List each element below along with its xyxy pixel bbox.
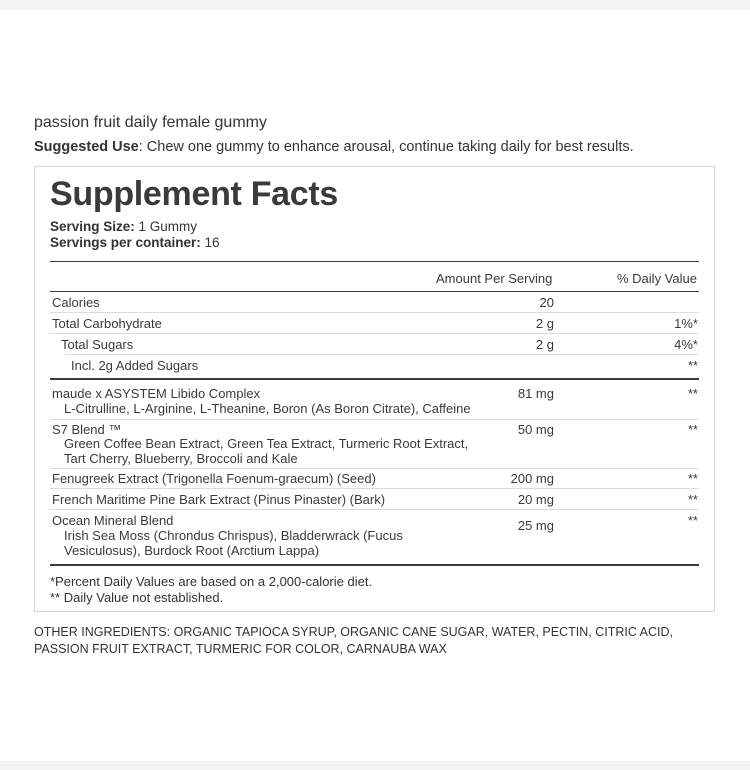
servings-per-container — [50, 235, 220, 251]
supplement-facts-title: Supplement Facts — [50, 175, 339, 213]
divider-top — [50, 261, 699, 262]
bottom-band — [0, 761, 750, 770]
pine-bark-label: French Maritime Pine Bark Extract (Pinus Pinaster) (Bark) — [52, 492, 386, 507]
header-daily-value: % Daily Value — [617, 271, 697, 286]
suggested-use-label: Suggested Use — [34, 139, 139, 155]
blend-libido-dv: ** — [687, 386, 698, 401]
blend-s7-label: S7 Blend ™ — [52, 422, 122, 437]
blend-s7-ingredients-1: Green Coffee Bean Extract, Green Tea Extract, Turmeric Root Extract, — [64, 436, 469, 451]
serving-size-label: Serving Size: — [50, 219, 135, 234]
blend-libido-ingredients: L-Citrulline, L-Arginine, L-Theanine, Boron (As Boron Citrate), Caffeine — [64, 401, 471, 416]
divider-header — [50, 291, 699, 292]
fenugreek-label: Fenugreek Extract (Trigonella Foenum-graecum) (Seed) — [52, 471, 376, 486]
serving-info — [50, 219, 220, 251]
ocean-mineral-label: Ocean Mineral Blend — [52, 513, 174, 528]
blend-s7-amount: 50 mg — [517, 422, 554, 437]
divider — [50, 488, 699, 489]
top-band — [0, 0, 750, 10]
servings-label: Servings per container: — [50, 235, 201, 250]
footnote-not-established: ** Daily Value not established. — [50, 590, 224, 605]
row-calories-amount: 20 — [539, 295, 554, 310]
divider — [50, 333, 699, 334]
divider-thick — [50, 378, 699, 380]
serving-size-value: 1 Gummy — [134, 219, 198, 234]
row-added-sugars-label: Incl. 2g Added Sugars — [71, 358, 199, 373]
fenugreek-amount: 200 mg — [510, 471, 554, 486]
ocean-mineral-ingredients-2: Vesiculosus), Burdock Root (Arctium Lappa) — [64, 543, 320, 558]
row-carb-dv: 1%* — [674, 316, 698, 331]
pine-bark-amount: 20 mg — [517, 492, 554, 507]
product-title: passion fruit daily female gummy — [34, 114, 267, 131]
row-added-sugars-dv: ** — [687, 358, 698, 373]
row-carb-label: Total Carbohydrate — [52, 316, 162, 331]
divider — [65, 354, 699, 355]
divider-thick-bottom — [50, 564, 699, 566]
header-amount: Amount Per Serving — [436, 271, 553, 286]
fenugreek-dv: ** — [687, 471, 698, 486]
ocean-mineral-amount: 25 mg — [517, 518, 554, 533]
supplement-facts-panel — [34, 166, 715, 612]
row-sugars-amount: 2 g — [535, 337, 554, 352]
other-ingredients — [34, 624, 724, 658]
blend-libido-label: maude x ASYSTEM Libido Complex — [52, 386, 261, 401]
footnote-daily-values: *Percent Daily Values are based on a 2,000-calorie diet. — [50, 574, 373, 589]
blend-s7-dv: ** — [687, 422, 698, 437]
servings-value: 16 — [200, 235, 220, 250]
divider — [50, 419, 699, 420]
ocean-mineral-ingredients-1: Irish Sea Moss (Chrondus Chrispus), Bladderwrack (Fucus — [64, 528, 403, 543]
suggested-use-text: : Chew one gummy to enhance arousal, continue taking daily for best results. — [138, 139, 634, 155]
other-ingredients-line-1: OTHER INGREDIENTS: ORGANIC TAPIOCA SYRUP, ORGANIC CANE SUGAR, WATER, PECTIN, CITRIC ACID, — [34, 625, 673, 639]
row-sugars-dv: 4%* — [674, 337, 698, 352]
row-sugars-label: Total Sugars — [61, 337, 134, 352]
row-calories-label: Calories — [52, 295, 100, 310]
row-carb-amount: 2 g — [535, 316, 554, 331]
divider — [50, 312, 699, 313]
divider — [50, 509, 699, 510]
pine-bark-dv: ** — [687, 492, 698, 507]
divider — [50, 468, 699, 469]
suggested-use — [34, 139, 634, 155]
serving-size — [50, 219, 220, 235]
other-ingredients-line-2: PASSION FRUIT EXTRACT, TURMERIC FOR COLOR, CARNAUBA WAX — [34, 642, 447, 656]
blend-libido-amount: 81 mg — [517, 386, 554, 401]
ocean-mineral-dv: ** — [687, 513, 698, 528]
blend-s7-ingredients-2: Tart Cherry, Blueberry, Broccoli and Kale — [64, 451, 298, 466]
